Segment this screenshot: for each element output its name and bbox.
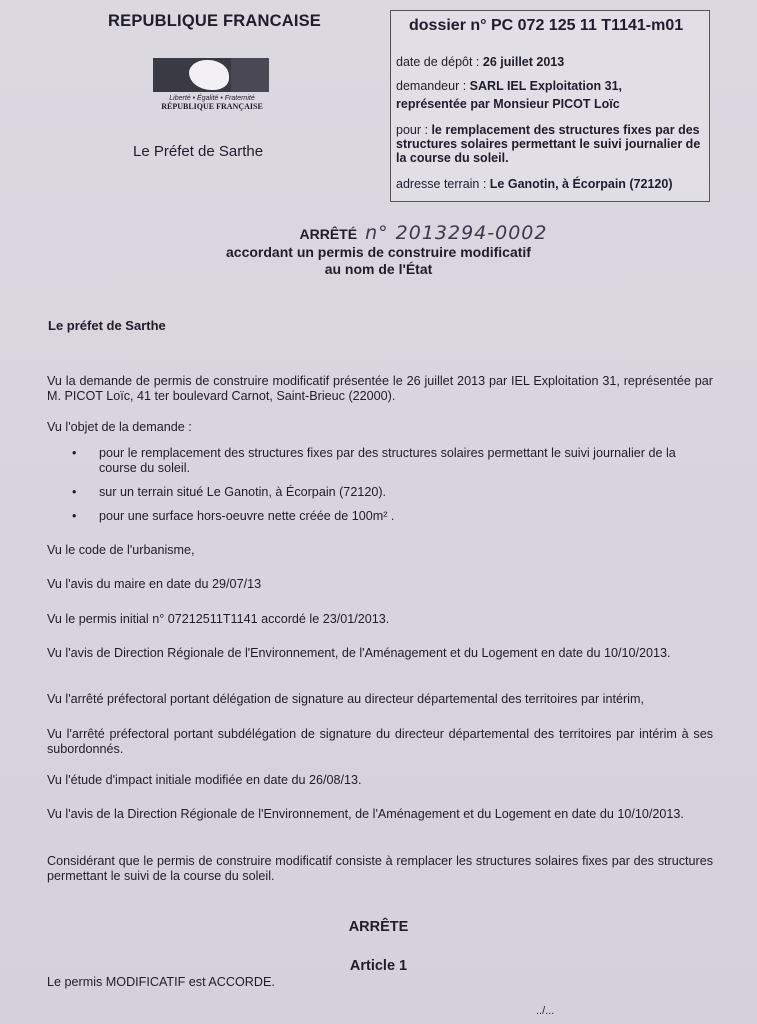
prefet-heading: Le préfet de Sarthe <box>48 318 166 333</box>
paragraph-subdelegation: Vu l'arrêté préfectoral portant subdélégation de signature du directeur départemental des territoires par intérim à ses subordonnés. <box>47 727 713 756</box>
paragraph-urbanisme: Vu le code de l'urbanisme, <box>47 543 195 557</box>
logo-republique: RÉPUBLIQUE FRANÇAISE <box>161 102 263 111</box>
marianne-logo <box>153 58 271 126</box>
article-text: Le permis MODIFICATIF est ACCORDE. <box>47 975 275 989</box>
paragraph-etude-impact: Vu l'étude d'impact initiale modifiée en date du 26/08/13. <box>47 773 362 787</box>
arrete-title <box>0 222 757 244</box>
dossier-number: dossier n° PC 072 125 11 T1141-m01 <box>409 17 684 34</box>
paragraph-demande: Vu la demande de permis de construire modificatif présentée le 26 juillet 2013 par IEL Exploitation 31, représentée par M. PICOT Loïc, 41 ter boulevard Carnot, Saint-Brieuc (22000). <box>47 374 713 403</box>
paragraph-objet: Vu l'objet de la demande : <box>47 420 192 434</box>
article-heading: Article 1 <box>349 958 408 974</box>
paragraph-avis-dreal-2: Vu l'avis de la Direction Régionale de l'Environnement, de l'Aménagement et du Logement en date du 10/10/2013. <box>47 807 684 821</box>
date-depot: date de dépôt : 26 juillet 2013 <box>396 55 565 69</box>
arrete-label: ARRÊTÉ <box>299 226 358 242</box>
arrete-heading: ARRÊTE <box>348 919 409 935</box>
paragraph-considerant: Considérant que le permis de construire modificatif consiste à remplacer les structures solaires fixes par des structures permettant le suivi de la course du soleil. <box>47 854 713 883</box>
paragraph-avis-maire: Vu l'avis du maire en date du 29/07/13 <box>47 577 262 591</box>
page-continuation: ../... <box>536 1005 555 1017</box>
list-item: • pour le remplacement des structures fixes par des structures solaires permettant le suivi journalier de la course du soleil. <box>72 446 676 475</box>
demandeur: demandeur : SARL IEL Exploitation 31, <box>396 79 623 93</box>
list-item: • sur un terrain situé Le Ganotin, à Écorpain (72120). <box>72 485 387 499</box>
arrete-subtitle: accordant un permis de construire modificatif au nom de l'État <box>226 244 531 277</box>
dossier-box <box>390 10 710 202</box>
marianne-icon <box>153 58 269 92</box>
list-item: • pour une surface hors-oeuvre nette créée de 100m² . <box>72 509 395 523</box>
paragraph-permis-initial: Vu le permis initial n° 07212511T1141 accordé le 23/01/2013. <box>47 612 390 626</box>
representee: représentée par Monsieur PICOT Loïc <box>396 97 620 111</box>
paragraph-delegation: Vu l'arrêté préfectoral portant délégation de signature au directeur départemental des territoires par intérim, <box>47 692 644 706</box>
arrete-number: n° 2013294-0002 <box>365 222 548 244</box>
republique-header: REPUBLIQUE FRANCAISE <box>108 12 322 30</box>
objet-demande: pour : le remplacement des structures fixes par des structures solaires permettant le suivi journalier de la course du soleil. <box>396 123 701 165</box>
objet-list <box>72 446 692 533</box>
prefet-header: Le Préfet de Sarthe <box>133 143 264 160</box>
adresse-terrain: adresse terrain : Le Ganotin, à Écorpain (72120) <box>396 177 673 191</box>
paragraph-avis-dreal: Vu l'avis de Direction Régionale de l'Environnement, de l'Aménagement et du Logement en date du 10/10/2013. <box>47 646 671 660</box>
logo-motto: Liberté • Égalité • Fraternité <box>169 95 255 102</box>
